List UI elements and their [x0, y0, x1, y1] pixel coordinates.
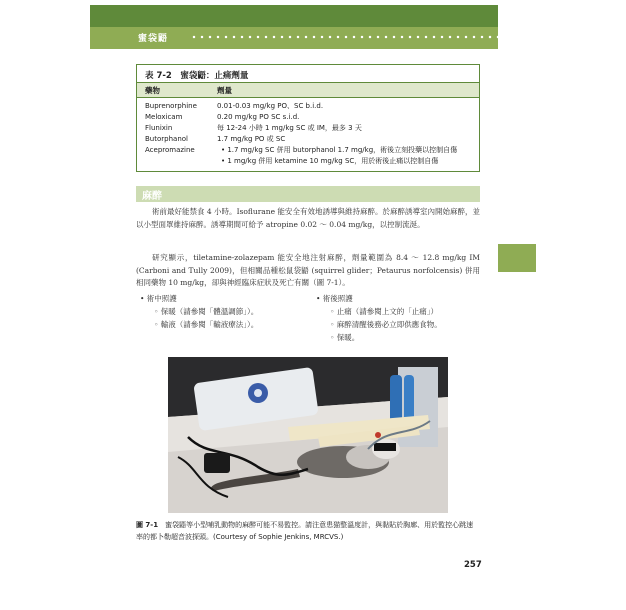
drug-column	[145, 101, 197, 156]
page-number: 257	[464, 560, 482, 570]
figure-photo	[168, 357, 448, 513]
section-heading: 麻醉	[142, 191, 162, 202]
table-cell-dose: 每 12-24 小時 1 mg/kg SC 或 IM，最多 3 天	[217, 124, 362, 132]
table-cell-dose: • 1.7 mg/kg SC 併用 butorphanol 1.7 mg/kg，術後立刻投藥以控制自傷	[221, 146, 458, 154]
table-cell-dose: 1.7 mg/kg PO 或 SC	[217, 135, 286, 143]
list-heading: • 術中照護	[140, 294, 177, 303]
list-item: ◦ 保暖。	[330, 333, 360, 342]
list-item: ◦ 保暖（請參閱「體溫調節」）。	[154, 307, 259, 316]
table-header-row	[137, 83, 479, 97]
table-cell-drug: Butorphanol	[145, 135, 188, 143]
header-top-band	[90, 5, 498, 27]
page-header	[90, 5, 571, 55]
caption-text: 蜜袋鼯等小型哺乳動物的麻醉可能不易監控。請注意患猫整溫度計，與黏貼於胸廓、用於監控心跳速率的都卜勒超音波探頭。(Courtesy of Sophie Jenkins, MRCVS.)	[136, 521, 474, 541]
column-header-drug: 藥物	[145, 86, 160, 95]
table-cell-drug: Meloxicam	[145, 113, 183, 121]
body-paragraph: 研究顯示，tiletamine-zolazepam 能安全地注射麻醉，劑量範圍為 8.4 ～ 12.8 mg/kg IM (Carboni and Tully 2009)，但相關品種松鼠袋鼯 (squirrel glider；Petaurus norfolcensis) 併用相同藥物 10 mg/kg，卻與神經臨床症狀及死亡有關（圖 7-1）。	[136, 253, 480, 287]
list-heading: • 術後照護	[316, 294, 353, 303]
column-header-dose: 劑量	[217, 86, 232, 95]
list-item: ◦ 止痛（請參閱上文的「止痛」）	[330, 307, 439, 316]
list-item: ◦ 輸液（請參閱「輸液療法」）。	[154, 320, 259, 329]
anesthesia-photo-illustration	[168, 357, 448, 513]
table-title: 表 7-2 蜜袋鼯：止痛劑量	[145, 71, 249, 81]
dose-column	[217, 101, 457, 167]
table-cell-dose: • 1 mg/kg 併用 ketamine 10 mg/kg SC，用於術後止痛以控制自傷	[221, 157, 439, 165]
section-heading-bar	[136, 186, 480, 202]
table-cell-drug: Buprenorphine	[145, 102, 197, 110]
body-paragraph: 術前最好能禁食 4 小時。Isoflurane 能安全有效地誘導與維持麻醉。於麻醉誘導室內開始麻醉，並以小型面罩維持麻醉。誘導期間可給予 atropine 0.02 ～ 0.04 mg/kg，以控制流涎。	[136, 207, 480, 229]
caption-label: 圖 7-1	[136, 521, 159, 529]
table-cell-drug: Acepromazine	[145, 146, 195, 154]
list-item: ◦ 麻醉清醒後務必立即供應食物。	[330, 320, 442, 329]
figure-caption	[136, 520, 480, 543]
chapter-side-tab	[498, 244, 536, 272]
table-cell-dose: 0.20 mg/kg PO SC s.i.d.	[217, 113, 300, 121]
table-rule	[137, 97, 479, 98]
intraop-care-list	[140, 292, 258, 331]
analgesic-table	[136, 64, 480, 172]
running-head: 蜜袋鼯	[138, 34, 169, 44]
postop-care-list	[316, 292, 442, 344]
header-dot-rule	[190, 34, 540, 40]
chapter-number: 7	[548, 14, 571, 55]
table-cell-drug: Flunixin	[145, 124, 173, 132]
table-cell-dose: 0.01-0.03 mg/kg PO、SC b.i.d.	[217, 102, 324, 110]
